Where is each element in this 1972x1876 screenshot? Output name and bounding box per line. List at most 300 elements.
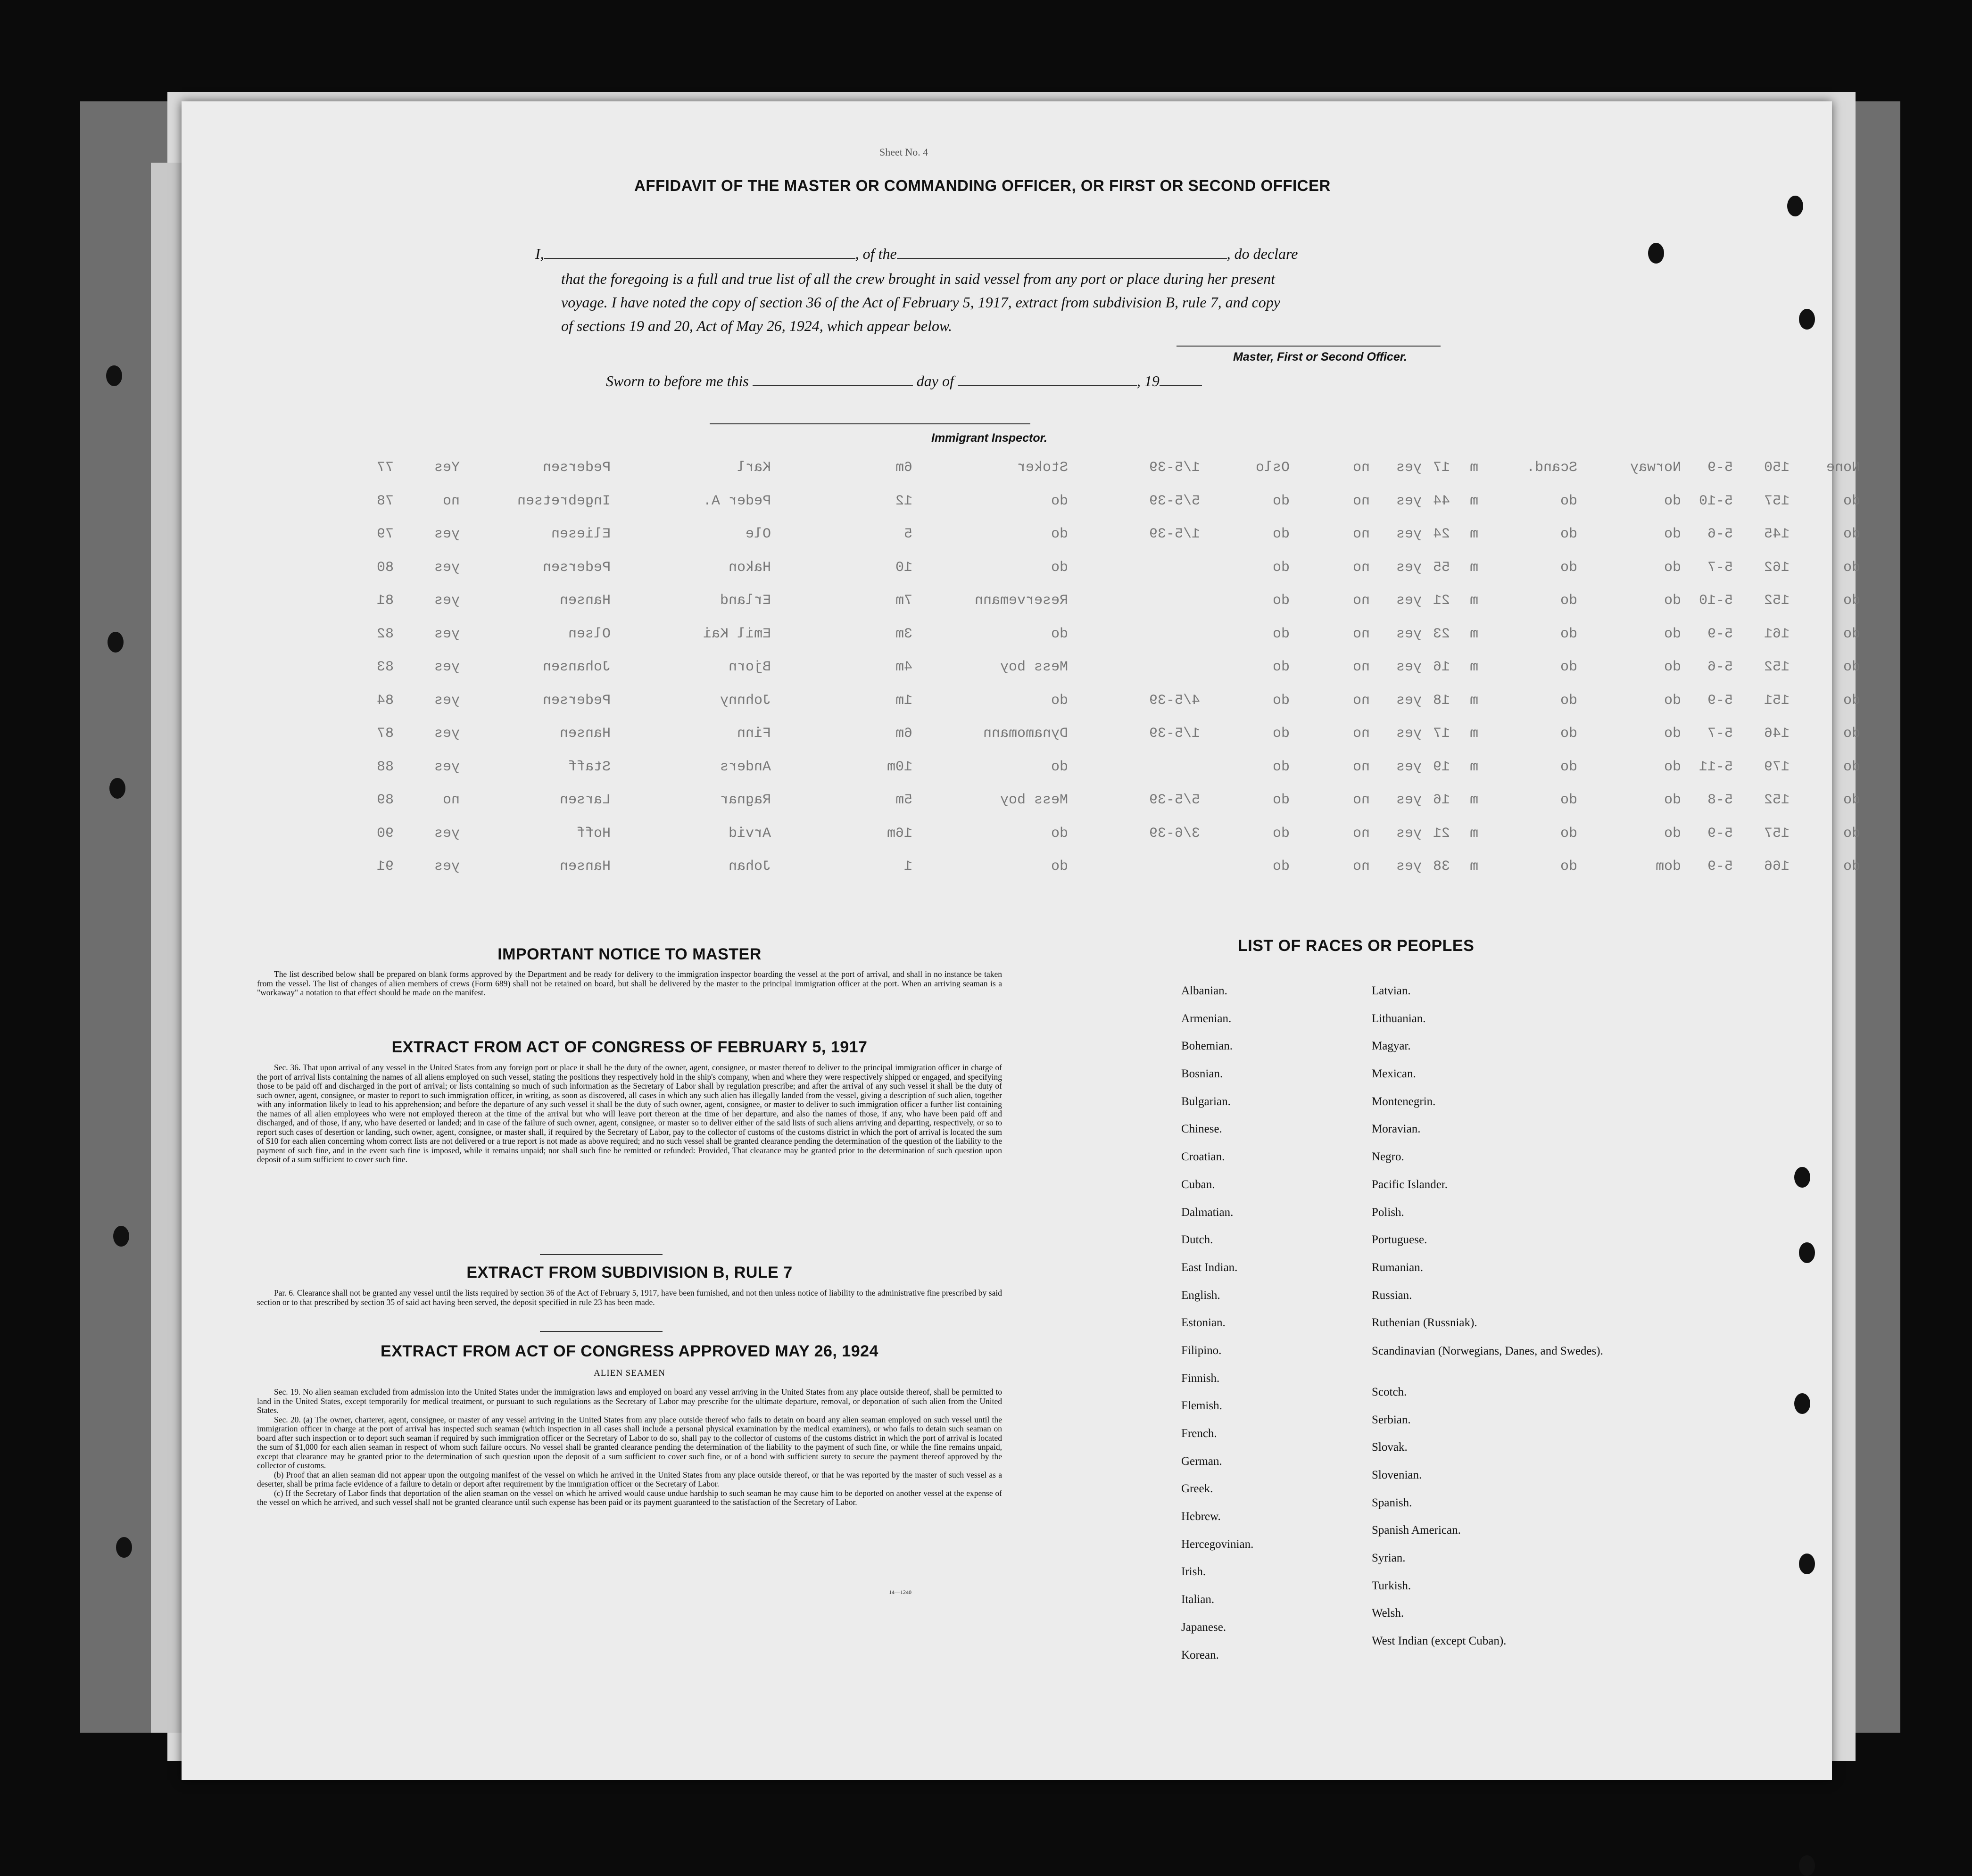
crew-row — [376, 859, 1860, 892]
race-item: Filipino. — [1181, 1344, 1222, 1357]
crew-cell-able: yes — [434, 859, 460, 875]
crew-cell-position: Stoker — [1017, 460, 1068, 476]
section-divider — [540, 1254, 663, 1255]
crew-cell-given: Finn — [737, 726, 771, 742]
crew-cell-b: yes — [1396, 493, 1422, 509]
crew-cell-nationality: do — [1664, 626, 1681, 642]
crew-cell-position: do — [1051, 626, 1068, 642]
sworn-text: Sworn to before me this — [606, 372, 749, 389]
race-item: Slovak. — [1372, 1441, 1408, 1454]
crew-cell-race: do — [1560, 659, 1577, 675]
day-of-text: day of — [916, 372, 954, 389]
crew-cell-marks: do — [1843, 659, 1860, 675]
crew-cell-race: do — [1560, 825, 1577, 842]
crew-row — [376, 493, 1860, 527]
crew-cell-b: yes — [1396, 859, 1422, 875]
punch-hole — [1799, 1554, 1815, 1574]
crew-cell-sex: m — [1469, 559, 1478, 576]
extract-1917-text — [257, 1063, 1002, 1165]
crew-cell-given: Johan — [728, 859, 771, 875]
crew-cell-able: yes — [434, 759, 460, 775]
crew-cell-b: yes — [1396, 460, 1422, 476]
race-item: Chinese. — [1181, 1123, 1222, 1136]
race-item: Magyar. — [1372, 1040, 1411, 1053]
extract-1924-title: EXTRACT FROM ACT OF CONGRESS APPROVED MAY 26, 1924 — [381, 1342, 878, 1360]
crew-cell-place: do — [1272, 759, 1290, 775]
notice-text — [257, 970, 1002, 998]
crew-cell-b: yes — [1396, 825, 1422, 842]
race-item: Turkish. — [1372, 1579, 1411, 1592]
crew-row — [376, 825, 1860, 859]
crew-cell-marks: do — [1843, 559, 1860, 576]
crew-row — [376, 692, 1860, 726]
affidavit-of-the: , of the — [855, 245, 897, 262]
race-item: Serbian. — [1372, 1413, 1411, 1426]
crew-cell-height: 5-6 — [1707, 659, 1733, 675]
punch-hole — [113, 1226, 129, 1247]
crew-cell-b: yes — [1396, 626, 1422, 642]
crew-cell-marks: do — [1843, 593, 1860, 609]
name-blank — [544, 257, 855, 259]
race-item: Finnish. — [1181, 1372, 1220, 1385]
race-item: Rumanian. — [1372, 1261, 1424, 1274]
crew-cell-no: 80 — [376, 559, 394, 576]
crew-cell-marks: do — [1843, 493, 1860, 509]
race-item: Welsh. — [1372, 1607, 1404, 1620]
race-item: Armenian. — [1181, 1012, 1232, 1025]
race-item: Bosnian. — [1181, 1067, 1223, 1081]
crew-cell-service: 1 — [903, 859, 912, 875]
sec-19-paragraph: Sec. 19. No alien seaman excluded from admission into the United States under the immigration laws and employed on board any vessel arriving in the United States from any place outside thereof, shall be permitted to land in the United States, except temporarily for medical treatment, or pursuant to such regulations as the Secretary of Labor may prescribe for the ultimate departure, removal, or deportation of such alien from the United States. — [257, 1387, 1002, 1415]
race-item: Portuguese. — [1372, 1233, 1427, 1247]
crew-cell-date: 5/5-39 — [1149, 792, 1200, 808]
crew-cell-able: yes — [434, 692, 460, 709]
crew-cell-date: 3/6-39 — [1149, 825, 1200, 842]
crew-cell-surname: Olsen — [568, 626, 611, 642]
crew-cell-a: no — [1352, 493, 1370, 509]
section-divider — [540, 1331, 663, 1332]
affidavit-line-2: that the foregoing is a full and true list of all the crew brought in said vessel from any port or place during her present — [561, 270, 1275, 287]
crew-cell-position: do — [1051, 559, 1068, 576]
crew-cell-weight: 179 — [1764, 759, 1790, 775]
crew-cell-date: 1/5-39 — [1149, 726, 1200, 742]
crew-cell-age: 21 — [1433, 825, 1450, 842]
crew-cell-place: do — [1272, 859, 1290, 875]
crew-cell-position: do — [1051, 859, 1068, 875]
crew-cell-position: do — [1051, 825, 1068, 842]
race-item: Spanish. — [1372, 1496, 1412, 1509]
crew-cell-nationality: do — [1664, 593, 1681, 609]
crew-cell-service: 1m — [895, 692, 912, 709]
crew-cell-race: do — [1560, 759, 1577, 775]
crew-cell-service: 16m — [887, 825, 912, 842]
crew-row — [376, 593, 1860, 626]
crew-cell-a: no — [1352, 659, 1370, 675]
crew-cell-given: Ole — [745, 526, 771, 542]
race-item: Irish. — [1181, 1565, 1206, 1578]
punch-hole — [1799, 1242, 1815, 1263]
race-item: Ruthenian (Russniak). — [1372, 1316, 1477, 1330]
crew-cell-nationality: dom — [1655, 859, 1681, 875]
races-right-column — [1372, 984, 1603, 1662]
crew-cell-nationality: do — [1664, 825, 1681, 842]
race-item: Moravian. — [1372, 1123, 1421, 1136]
inspector-signature-line — [710, 423, 1030, 424]
race-item: Estonian. — [1181, 1316, 1226, 1330]
crew-row — [376, 559, 1860, 593]
crew-cell-age: 23 — [1433, 626, 1450, 642]
crew-cell-marks: do — [1843, 859, 1860, 875]
punch-hole — [1799, 309, 1815, 330]
crew-cell-b: yes — [1396, 792, 1422, 808]
crew-cell-weight: 166 — [1764, 859, 1790, 875]
crew-cell-b: yes — [1396, 659, 1422, 675]
crew-cell-service: 10m — [887, 759, 912, 775]
crew-cell-place: do — [1272, 825, 1290, 842]
crew-cell-able: yes — [434, 659, 460, 675]
master-signature-line — [1177, 346, 1441, 347]
crew-cell-weight: 145 — [1764, 526, 1790, 542]
crew-cell-nationality: do — [1664, 659, 1681, 675]
crew-cell-age: 24 — [1433, 526, 1450, 542]
crew-cell-height: 5-9 — [1707, 825, 1733, 842]
crew-cell-no: 84 — [376, 692, 394, 709]
crew-cell-marks: None — [1826, 460, 1860, 476]
race-item: Cuban. — [1181, 1178, 1215, 1191]
crew-cell-able: yes — [434, 593, 460, 609]
punch-hole — [106, 365, 122, 386]
crew-cell-race: do — [1560, 593, 1577, 609]
crew-cell-height: 5-9 — [1707, 460, 1733, 476]
crew-cell-no: 89 — [376, 792, 394, 808]
crew-cell-surname: Hansen — [559, 593, 611, 609]
crew-cell-height: 5-8 — [1707, 792, 1733, 808]
crew-cell-date: 5/5-39 — [1149, 493, 1200, 509]
crew-cell-place: do — [1272, 526, 1290, 542]
crew-cell-weight: 150 — [1764, 460, 1790, 476]
race-item: Dalmatian. — [1181, 1206, 1234, 1219]
crew-row — [376, 759, 1860, 793]
crew-cell-no: 77 — [376, 460, 394, 476]
crew-cell-weight: 152 — [1764, 593, 1790, 609]
crew-cell-b: yes — [1396, 692, 1422, 709]
crew-cell-given: Anders — [720, 759, 771, 775]
crew-cell-service: 3m — [895, 626, 912, 642]
race-item: Croatian. — [1181, 1150, 1225, 1164]
crew-cell-service: 6m — [895, 460, 912, 476]
form-number: 14—1240 — [889, 1589, 911, 1595]
crew-cell-weight: 157 — [1764, 493, 1790, 509]
crew-cell-marks: do — [1843, 726, 1860, 742]
crew-cell-able: yes — [434, 626, 460, 642]
crew-cell-given: Karl — [737, 460, 771, 476]
crew-cell-given: Arvid — [728, 825, 771, 842]
crew-cell-race: do — [1560, 559, 1577, 576]
crew-cell-place: do — [1272, 593, 1290, 609]
crew-cell-weight: 162 — [1764, 559, 1790, 576]
race-item: Dutch. — [1181, 1233, 1213, 1247]
crew-cell-age: 18 — [1433, 692, 1450, 709]
crew-cell-sex: m — [1469, 825, 1478, 842]
sec-20c-paragraph: (c) If the Secretary of Labor finds that deportation of the alien seaman on the vessel on which he arrived would cause undue hardship to such seaman he may cause him to be deported on another vessel at the expense of the vessel on which he arrived, and such vessel shall not be granted clearance until such expense has been paid or its payment guaranteed to the satisfaction of the Secretary of Labor. — [257, 1488, 1002, 1507]
affidavit-title: AFFIDAVIT OF THE MASTER OR COMMANDING OFFICER, OR FIRST OR SECOND OFFICER — [634, 177, 1331, 194]
crew-cell-race: do — [1560, 692, 1577, 709]
crew-cell-sex: m — [1469, 859, 1478, 875]
crew-cell-service: 12 — [895, 493, 912, 509]
master-caption: Master, First or Second Officer. — [1233, 350, 1408, 364]
sheet-label: Sheet No. 4 — [879, 146, 928, 158]
crew-cell-marks: do — [1843, 792, 1860, 808]
crew-cell-surname: Hoff — [576, 825, 611, 842]
crew-row — [376, 792, 1860, 826]
punch-hole — [1787, 196, 1803, 216]
punch-hole — [1794, 1393, 1810, 1414]
subdivision-paragraph: Par. 6. Clearance shall not be granted any vessel until the lists required by section 36 of the Act of February 5, 1917, have been furnished, and not then unless notice of liability to the administrative fine prescribed by said section or to that prescribed by section 35 of said act having been served, the deposit specified in rule 23 has been made. — [257, 1288, 1002, 1307]
crew-cell-b: yes — [1396, 559, 1422, 576]
crew-cell-able: yes — [434, 726, 460, 742]
punch-hole — [108, 632, 124, 653]
crew-cell-a: no — [1352, 593, 1370, 609]
crew-cell-sex: m — [1469, 792, 1478, 808]
crew-cell-race: do — [1560, 526, 1577, 542]
crew-cell-b: yes — [1396, 759, 1422, 775]
crew-cell-a: no — [1352, 460, 1370, 476]
crew-cell-position: Reservemann — [974, 593, 1068, 609]
crew-cell-sex: m — [1469, 526, 1478, 542]
crew-cell-sex: m — [1469, 626, 1478, 642]
crew-cell-able: yes — [434, 559, 460, 576]
crew-cell-sex: m — [1469, 593, 1478, 609]
crew-cell-given: Peder A. — [703, 493, 771, 509]
crew-cell-sex: m — [1469, 493, 1478, 509]
crew-row — [376, 726, 1860, 759]
race-item: Scandinavian (Norwegians, Danes, and Swedes). — [1372, 1344, 1603, 1357]
manifest-page — [182, 101, 1860, 1780]
crew-cell-height: 5-9 — [1707, 859, 1733, 875]
crew-cell-no: 82 — [376, 626, 394, 642]
affidavit-line-3: voyage. I have noted the copy of section 36 of the Act of February 5, 1917, extract from subdivision B, rule 7, and copy — [561, 294, 1280, 311]
crew-cell-nationality: do — [1664, 493, 1681, 509]
race-item: Mexican. — [1372, 1067, 1416, 1081]
crew-cell-nationality: do — [1664, 526, 1681, 542]
crew-cell-race: do — [1560, 726, 1577, 742]
race-item: Slovenian. — [1372, 1469, 1422, 1481]
crew-cell-nationality: do — [1664, 692, 1681, 709]
crew-cell-weight: 152 — [1764, 659, 1790, 675]
punch-hole — [109, 778, 125, 799]
crew-cell-no: 79 — [376, 526, 394, 542]
race-item: Russian. — [1372, 1289, 1412, 1302]
crew-cell-a: no — [1352, 825, 1370, 842]
crew-cell-a: no — [1352, 526, 1370, 542]
crew-cell-place: do — [1272, 626, 1290, 642]
crew-cell-marks: do — [1843, 759, 1860, 775]
crew-row — [376, 659, 1860, 693]
crew-cell-position: do — [1051, 759, 1068, 775]
crew-cell-position: Mess boy — [1000, 792, 1068, 808]
race-item: Italian. — [1181, 1593, 1215, 1606]
crew-cell-date: 4/5-39 — [1149, 692, 1200, 709]
crew-cell-weight: 161 — [1764, 626, 1790, 642]
race-item: English. — [1181, 1289, 1220, 1302]
notice-paragraph: The list described below shall be prepared on blank forms approved by the Department and be ready for delivery to the immigration inspector boarding the vessel at the port of arrival, and shall in no instance be taken from the vessel. The list of changes of alien members of crews (Form 689) shall not be retained on board, but shall be delivered by the master to the principal immigration officer at the port. When an arriving seaman is a "workaway" a notation to that effect should be made on the manifest. — [257, 969, 1002, 997]
punch-hole — [116, 1537, 132, 1558]
crew-cell-position: Mess boy — [1000, 659, 1068, 675]
extract-1924-text — [257, 1388, 1002, 1507]
punch-hole — [1648, 243, 1664, 264]
crew-cell-surname: Pedersen — [542, 460, 611, 476]
crew-cell-nationality: do — [1664, 759, 1681, 775]
crew-cell-sex: m — [1469, 759, 1478, 775]
crew-cell-able: yes — [434, 825, 460, 842]
crew-cell-position: Dynamomann — [983, 726, 1068, 742]
race-item: Bohemian. — [1181, 1040, 1233, 1053]
crew-row — [376, 460, 1860, 493]
sworn-line — [606, 372, 1202, 390]
crew-cell-nationality: Norway — [1630, 460, 1681, 476]
crew-cell-a: no — [1352, 626, 1370, 642]
crew-cell-surname: Pedersen — [542, 559, 611, 576]
subdivision-text — [257, 1289, 1002, 1307]
crew-cell-b: yes — [1396, 726, 1422, 742]
crew-cell-surname: Johansen — [542, 659, 611, 675]
crew-cell-given: Erland — [720, 593, 771, 609]
crew-cell-sex: m — [1469, 460, 1478, 476]
crew-cell-a: no — [1352, 859, 1370, 875]
race-item: German. — [1181, 1455, 1222, 1468]
race-item: French. — [1181, 1427, 1217, 1440]
crew-cell-nationality: do — [1664, 559, 1681, 576]
crew-cell-age: 38 — [1433, 859, 1450, 875]
crew-cell-position: do — [1051, 692, 1068, 709]
crew-cell-surname: Eliesen — [551, 526, 611, 542]
crew-cell-sex: m — [1469, 692, 1478, 709]
races-left-column — [1181, 984, 1253, 1676]
crew-cell-service: 6m — [895, 726, 912, 742]
race-item: East Indian. — [1181, 1261, 1238, 1274]
crew-cell-able: yes — [434, 526, 460, 542]
race-item: Hercegovinian. — [1181, 1537, 1254, 1551]
month-blank — [958, 385, 1137, 386]
crew-cell-place: do — [1272, 559, 1290, 576]
crew-cell-place: do — [1272, 792, 1290, 808]
crew-cell-age: 17 — [1433, 460, 1450, 476]
year-prefix: , 19 — [1136, 372, 1160, 389]
race-item: Montenegrin. — [1372, 1095, 1436, 1108]
crew-cell-service: 10 — [895, 559, 912, 576]
crew-cell-sex: m — [1469, 726, 1478, 742]
race-item: Greek. — [1181, 1482, 1213, 1496]
crew-cell-age: 19 — [1433, 759, 1450, 775]
crew-cell-able: no — [442, 792, 460, 808]
crew-cell-position: do — [1051, 493, 1068, 509]
crew-cell-a: no — [1352, 792, 1370, 808]
race-item: West Indian (except Cuban). — [1372, 1635, 1507, 1648]
crew-cell-surname: Staff — [568, 759, 611, 775]
race-item: Lithuanian. — [1372, 1012, 1426, 1025]
race-item: Pacific Islander. — [1372, 1178, 1448, 1191]
race-item: Scotch. — [1372, 1385, 1407, 1398]
crew-cell-given: Johnny — [720, 692, 771, 709]
race-item: Polish. — [1372, 1206, 1404, 1219]
crew-cell-marks: do — [1843, 526, 1860, 542]
notice-title: IMPORTANT NOTICE TO MASTER — [497, 945, 762, 963]
races-title: LIST OF RACES OR PEOPLES — [1238, 937, 1475, 955]
crew-row — [376, 626, 1860, 660]
subdivision-title: EXTRACT FROM SUBDIVISION B, RULE 7 — [466, 1264, 793, 1281]
punch-hole — [1799, 1855, 1815, 1876]
crew-cell-race: do — [1560, 626, 1577, 642]
crew-cell-a: no — [1352, 559, 1370, 576]
race-item: Flemish. — [1181, 1399, 1222, 1413]
crew-cell-age: 44 — [1433, 493, 1450, 509]
crew-cell-place: do — [1272, 493, 1290, 509]
crew-cell-place: do — [1272, 726, 1290, 742]
crew-cell-service: 4m — [895, 659, 912, 675]
race-item: Negro. — [1372, 1150, 1404, 1164]
crew-cell-weight: 151 — [1764, 692, 1790, 709]
crew-cell-nationality: do — [1664, 726, 1681, 742]
race-item: Spanish American. — [1372, 1524, 1461, 1537]
race-item: Latvian. — [1372, 984, 1411, 997]
crew-cell-able: Yes — [434, 460, 460, 476]
affidavit-do-declare: , do declare — [1226, 245, 1298, 262]
crew-cell-a: no — [1352, 726, 1370, 742]
crew-cell-surname: Hansen — [559, 726, 611, 742]
crew-cell-place: do — [1272, 659, 1290, 675]
crew-cell-weight: 157 — [1764, 825, 1790, 842]
crew-cell-surname: Larsen — [559, 792, 611, 808]
race-item: Japanese. — [1181, 1620, 1226, 1634]
crew-cell-surname: Ingebretsen — [517, 493, 611, 509]
crew-cell-race: do — [1560, 792, 1577, 808]
extract-1917-paragraph: Sec. 36. That upon arrival of any vessel in the United States from any foreign port or place it shall be the duty of the owner, agent, consignee, or master thereof to deliver to the principal immigration officer in charge of the port of arrival lists containing the names of all aliens employed on such vessel, stating the positions they respectively hold in the ship's company, when and where they were respectively shipped or engaged, and specifying those to be paid off and discharged in the port of arrival; or lists containing so much of such information as the Secretary of Labor shall by regulation prescribe; and after the arrival of any such vessel it shall be the duty of such owner, agent, consignee, or master to report to such immigration officer, in writing, as soon as discovered, all cases in which any such alien has illegally landed from the vessel, giving a description of such alien, together with any information likely to lead to his apprehension; and before the departure of any such vessel it shall be the duty of such owner, agent, consignee, or master to deliver to such immigration officer a further list containing the names of all alien employees who were not employed thereon at the time of the arrival but who will leave port thereon at the time of her departure, and also the names of those, if any, who have been paid off and discharged, and of those, if any, who have deserted or landed; and in case of the failure of such owner, agent, consignee, or master so to deliver either of the said lists of such aliens arriving and departing, respectively, or so to report such cases of desertion or landing, such owner, agent, consignee, or master shall, if required by the Secretary of Labor, pay to the collector of customs of the customs district in which the port of arrival is located the sum of $10 for each alien concerning whom correct lists are not delivered or a true report is not made as above required; and no such vessel shall be granted clearance pending the determination of the question of the liability to the payment of such fine, and in the event such fine is imposed, while it remains unpaid; nor shall such fine be remitted or refunded: Provided, That clearance may be granted prior to the determination of such question upon deposit of a sum sufficient to cover such fine. — [257, 1063, 1002, 1164]
crew-cell-no: 81 — [376, 593, 394, 609]
crew-cell-service: 5m — [895, 792, 912, 808]
crew-cell-height: 5-10 — [1699, 493, 1733, 509]
crew-cell-position: do — [1051, 526, 1068, 542]
crew-cell-surname: Hansen — [559, 859, 611, 875]
crew-cell-service: 5 — [903, 526, 912, 542]
crew-list-bleedthrough — [376, 460, 1860, 892]
crew-cell-no: 78 — [376, 493, 394, 509]
crew-cell-weight: 146 — [1764, 726, 1790, 742]
punch-hole — [1794, 1167, 1810, 1188]
crew-cell-a: no — [1352, 692, 1370, 709]
crew-cell-height: 5-7 — [1707, 559, 1733, 576]
crew-cell-date: 1/5-39 — [1149, 526, 1200, 542]
crew-cell-able: no — [442, 493, 460, 509]
crew-cell-marks: do — [1843, 626, 1860, 642]
crew-cell-height: 5-11 — [1699, 759, 1733, 775]
crew-cell-given: Ragnar — [720, 792, 771, 808]
crew-cell-age: 16 — [1433, 659, 1450, 675]
affidavit-i-prefix: I, — [535, 245, 544, 262]
crew-cell-age: 21 — [1433, 593, 1450, 609]
crew-cell-no: 91 — [376, 859, 394, 875]
race-item: Syrian. — [1372, 1552, 1406, 1565]
crew-cell-b: yes — [1396, 526, 1422, 542]
inspector-caption: Immigrant Inspector. — [931, 431, 1047, 445]
sec-20b-paragraph: (b) Proof that an alien seaman did not appear upon the outgoing manifest of the vessel on which he arrived in the United States from any place outside thereof, or that he was reported by the master of such vessel as a deserter, shall be prima facie evidence of a failure to detain or deport after requirement by the immigration officer or the Secretary of Labor. — [257, 1470, 1002, 1488]
crew-cell-height: 5-6 — [1707, 526, 1733, 542]
crew-cell-race: do — [1560, 493, 1577, 509]
crew-cell-a: no — [1352, 759, 1370, 775]
sworn-date-blank — [753, 385, 913, 386]
crew-cell-marks: do — [1843, 825, 1860, 842]
crew-cell-age: 17 — [1433, 726, 1450, 742]
race-item: Albanian. — [1181, 984, 1227, 997]
